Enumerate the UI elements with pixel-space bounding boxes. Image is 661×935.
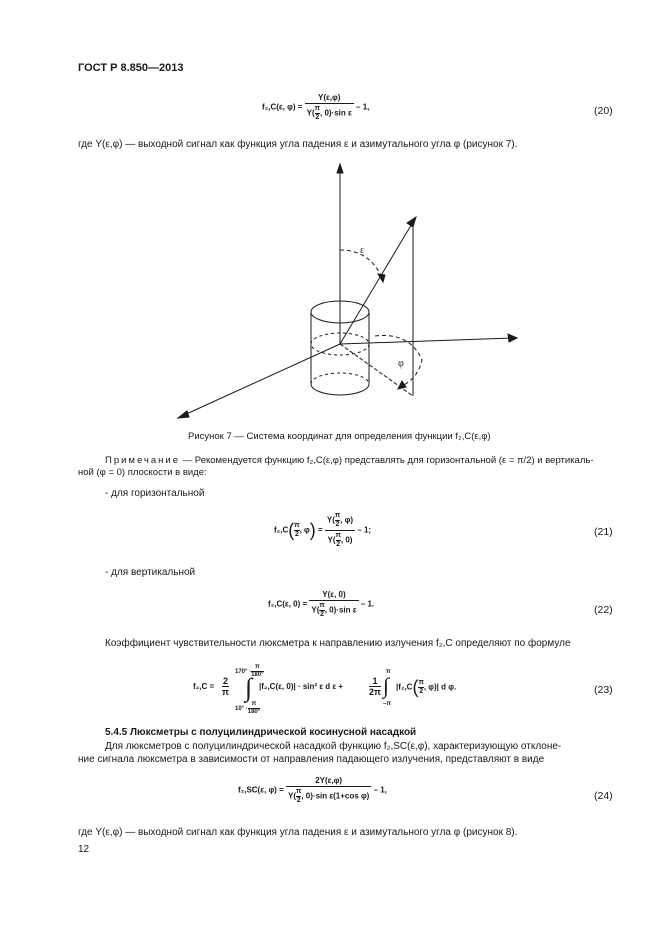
frac-den: 2 — [336, 541, 341, 548]
eq23-lower-limit — [235, 701, 260, 716]
eq22-denominator — [309, 601, 358, 619]
eq20-lhs: f₂,C(ε, φ) = — [262, 102, 303, 112]
eq23-upper-limit-2: π — [386, 669, 391, 675]
equation-23 — [193, 661, 493, 721]
eq24-den-pre: Y( — [287, 791, 296, 801]
note-line-1 — [105, 455, 594, 466]
frac-num: π — [294, 522, 300, 529]
eq21-lhs: f₂,C — [274, 525, 289, 535]
paren: ( — [412, 677, 419, 697]
eq23-lower-limit-2: –π — [383, 701, 391, 707]
limit-frac — [251, 664, 263, 679]
frac-den: 180° — [247, 709, 261, 715]
eq24-tail: – 1, — [373, 785, 387, 795]
eq22-numerator: Y(ε, 0) — [309, 590, 358, 601]
eq22-tail: – 1. — [360, 599, 375, 609]
section-line-1: Для люксметров с полуцилиндрической насадкой функцию f₂,SC(ε,φ), характеризующую отклоне- — [105, 741, 562, 752]
frac-num: π — [319, 602, 325, 609]
equation-20 — [262, 93, 369, 122]
frac-num: π — [314, 105, 320, 112]
equation-number-21: (21) — [594, 526, 613, 538]
equation-24 — [238, 776, 387, 805]
paren: ) — [309, 520, 316, 540]
frac-den: 2 — [296, 797, 301, 804]
eq21-den-pre: Y( — [327, 535, 336, 545]
phi-label: φ — [398, 358, 404, 369]
integrand-post: , φ)| d φ. — [423, 682, 457, 692]
item-vertical: - для вертикальной — [105, 567, 196, 578]
paren: ( — [288, 520, 295, 540]
eq24-denominator — [286, 787, 371, 805]
equation-number-22: (22) — [594, 604, 613, 616]
eq24-numerator: 2Y(ε,φ) — [286, 776, 371, 787]
section-heading: 5.4.5 Люксметры с полуцилиндрической косинусной насадкой — [105, 727, 417, 738]
eq22-den-post: , 0)·sin ε — [324, 605, 357, 615]
limit-text: 170° · — [235, 669, 252, 676]
frac-den: 2 — [294, 531, 299, 538]
eq21-num-pre: Y( — [326, 515, 335, 525]
eq20-den-pre: Y( — [306, 108, 315, 118]
equation-number-23: (23) — [594, 684, 613, 696]
frac-den: 2π — [369, 687, 381, 697]
eq20-numerator: Y(ε,φ) — [305, 93, 354, 104]
frac-num: π — [334, 512, 341, 519]
eq21-numerator — [325, 512, 355, 531]
frac-num: π — [418, 679, 424, 686]
epsilon-label: ε — [360, 245, 365, 256]
integrand-pre: |f₂,C — [396, 682, 413, 692]
eq22-den-pre: Y( — [311, 605, 320, 615]
eq22-lhs: f₂,C(ε, 0) = — [268, 599, 308, 609]
equation-22 — [268, 590, 374, 619]
eq21-tail: – 1; — [357, 525, 372, 535]
document-header: ГОСТ Р 8.850—2013 — [78, 62, 184, 74]
frac-den: 2 — [419, 688, 424, 695]
note-label: Примечание — [105, 455, 180, 466]
figure-7-caption: Рисунок 7 — Система координат для определения функции f₂,C(ε,φ) — [188, 431, 491, 442]
frac-num: 1 — [369, 676, 381, 687]
eq23-coef-2 — [369, 676, 381, 697]
eq21-den-post: , 0) — [340, 535, 353, 545]
frac-den: 2 — [320, 611, 324, 618]
equation-number-24: (24) — [594, 790, 613, 802]
text-sensitivity: Коэффициент чувствительности люксметра к направлению излучения f₂,C определяют по формуле — [105, 638, 571, 649]
eq21-num-post: , φ) — [340, 515, 354, 525]
note-text-1: — Рекомендуется функцию f₂,C(ε,φ) представлять для горизонтальной (ε = π/2) и вертикаль- — [182, 455, 594, 466]
text-after-eq24: где Y(ε,φ) — выходной сигнал как функция угла падения ε и азимутального угла φ (рисунок 8). — [78, 827, 518, 838]
text-after-eq20: где Y(ε,φ) — выходной сигнал как функция угла падения ε и азимутального угла φ (рисунок 7). — [78, 139, 518, 150]
limit-text: 10° · — [235, 706, 248, 713]
frac-num: π — [295, 788, 302, 795]
frac-den: 2 — [315, 114, 320, 121]
frac-den: 180° — [251, 672, 264, 678]
frac-num: π — [335, 532, 341, 539]
page-number: 12 — [78, 844, 90, 855]
eq24-lhs: f₂,SC(ε, φ) = — [238, 785, 284, 795]
eq20-den-post: , 0)·sin ε — [320, 108, 352, 118]
integral-sign-2: ∫ — [383, 673, 390, 698]
equation-21: f₂,C( $\frac{\pi}{2}$ , φ) = Y( $\frac{\pi}{2}$ , φ) Y( $\frac{\pi}{2}$ , 0) – 1; — [274, 512, 372, 548]
note-line-2: ной (φ = 0) плоскости в виде: — [78, 467, 207, 478]
eq21-arg-tail: , φ — [299, 525, 310, 535]
equation-number-20: (20) — [594, 105, 613, 117]
integral-sign: ∫ — [245, 673, 253, 702]
eq21-denominator — [325, 531, 355, 549]
eq24-fraction — [286, 776, 371, 805]
eq20-denominator — [305, 104, 354, 122]
eq24-den-post: , 0)·sin ε(1+cos φ) — [301, 791, 370, 801]
section-line-2: ние сигнала люксметра в зависимости от направления падающего излучения, представляют в виде — [78, 754, 545, 765]
eq20-tail: – 1, — [356, 102, 370, 112]
eq22-fraction — [309, 590, 358, 619]
frac-num: π — [251, 664, 263, 672]
eq23-integrand-1: |f₂,C(ε, 0)| · sin² ε d ε + — [259, 682, 344, 691]
eq21-fraction — [325, 512, 355, 549]
eq23-coef — [222, 676, 229, 697]
figure-7-coordinate-diagram — [170, 160, 530, 430]
frac-den: 2 — [335, 521, 340, 528]
eq23-lhs: f₂,C = — [193, 682, 215, 691]
frac-num: π — [248, 701, 260, 709]
frac-den: π — [222, 687, 229, 697]
item-horizontal: - для горизонтальной — [105, 488, 205, 499]
eq23-integrand-2 — [396, 677, 456, 698]
frac-num: 2 — [222, 676, 228, 686]
limit-frac — [248, 701, 260, 716]
